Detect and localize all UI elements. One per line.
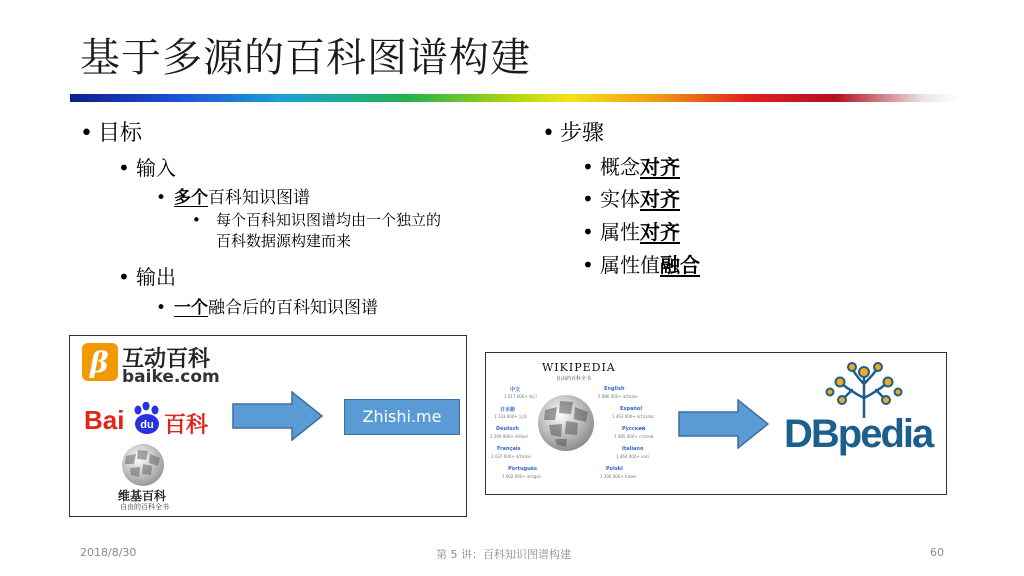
output-item-emphasis: 一个 — [174, 298, 208, 318]
step-text: 概念 — [600, 155, 640, 179]
wiki-cn-subtitle: 自由的百科全书 — [120, 503, 169, 511]
wiki-lang-count: 1 485 000+ статей — [614, 434, 654, 439]
baidu-du-text: du — [140, 419, 154, 431]
input-label: 输入 — [136, 156, 176, 180]
wiki-lang-count: 5 886 000+ articles — [598, 394, 638, 399]
baidu-logo-baike: 百科 — [164, 413, 209, 438]
input-bullet: • 输入 — [118, 156, 176, 180]
hudong-logo-cn: 互动百科 — [122, 347, 211, 372]
wiki-lang-count: 1 002 000+ artigos — [502, 474, 541, 479]
baidu-logo-bai: Bai — [84, 405, 125, 435]
wiki-lang-count: 1 463 000+ artículos — [612, 414, 655, 419]
wiki-lang-name: Français — [497, 446, 521, 452]
steps-label: 步骤 — [560, 121, 605, 146]
wiki-globe-icon — [118, 442, 168, 488]
hudong-logo-en: baike.com — [122, 367, 220, 387]
wiki-lang-count: 2 037 000+ articles — [491, 454, 531, 459]
steps-bullet: • 步骤 — [542, 121, 605, 146]
step-item: • 实体对齐 — [582, 187, 680, 211]
input-item-emphasis: 多个 — [174, 188, 208, 208]
wiki-lang-name: Italiano — [622, 446, 644, 452]
slide-title: 基于多源的百科图谱构建 — [80, 35, 531, 81]
right-arrow-icon — [678, 399, 770, 449]
wiki-lang-name: Polski — [606, 466, 623, 472]
wiki-lang-count: 1 017 000+ 條目 — [504, 394, 537, 399]
wiki-lang-count: 1 300 000+ haseł — [600, 474, 636, 479]
input-sub-text: 每个百科知识图谱均由一个独立的百科数据源构建而来 — [216, 211, 442, 250]
dbpedia-tree-icon — [822, 362, 906, 418]
step-item: • 概念对齐 — [582, 155, 680, 179]
wiki-lang-count: 2 269 000+ Artikel — [490, 434, 528, 439]
step-emphasis: 对齐 — [640, 155, 680, 179]
output-bullet: • 输出 — [118, 265, 176, 289]
wiki-lang-count: 1 464 000+ voci — [616, 454, 650, 459]
rainbow-divider — [70, 94, 960, 102]
wiki-lang-name: Deutsch — [496, 426, 519, 432]
hudong-logo-mark: β — [82, 343, 118, 381]
step-emphasis: 对齐 — [640, 187, 680, 211]
wiki-lang-name: Русский — [622, 426, 646, 432]
output-item-text: 融合后的百科知识图谱 — [208, 298, 378, 318]
step-item: • 属性值融合 — [582, 253, 700, 277]
step-emphasis: 融合 — [660, 253, 700, 277]
goal-label: 目标 — [98, 121, 143, 146]
wiki-lang-name: Português — [508, 466, 538, 472]
output-label: 输出 — [136, 265, 176, 289]
step-emphasis: 对齐 — [640, 220, 680, 244]
wikipedia-tagline: 自由的百科全书 — [556, 376, 592, 382]
wiki-lang-count: 1 133 000+ 記事 — [494, 414, 527, 419]
step-item: • 属性对齐 — [582, 220, 680, 244]
footer-date: 2018/8/30 — [80, 546, 137, 559]
wikipedia-globe-icon — [535, 392, 597, 454]
input-item: • 多个百科知识图谱 — [156, 188, 310, 208]
step-text: 实体 — [600, 187, 640, 211]
wikipedia-wordmark: WIKIPEDIA — [542, 361, 616, 374]
footer-lecture: 第 5 讲：百科知识图谱构建 — [436, 548, 571, 561]
right-arrow-icon — [232, 391, 324, 441]
dbpedia-wordmark: DBpedia — [784, 412, 933, 456]
wiki-cn-title: 维基百科 — [118, 489, 167, 503]
wiki-lang-name: 日本語 — [500, 407, 516, 413]
wiki-lang-name: 中文 — [510, 387, 521, 393]
footer-page-number: 60 — [930, 546, 944, 559]
step-text: 属性值 — [600, 253, 660, 277]
input-item-text: 百科知识图谱 — [208, 188, 310, 208]
baidu-paw-icon — [132, 402, 162, 432]
input-sub-item: • 每个百科知识图谱均由一个独立的百科数据源构建而来 — [192, 210, 452, 252]
wiki-lang-name: English — [604, 386, 625, 392]
output-item: • 一个融合后的百科知识图谱 — [156, 298, 378, 318]
zhishi-node: Zhishi.me — [344, 399, 460, 435]
goal-bullet: • 目标 — [80, 121, 143, 146]
step-text: 属性 — [600, 220, 640, 244]
wiki-lang-name: Español — [620, 406, 643, 412]
